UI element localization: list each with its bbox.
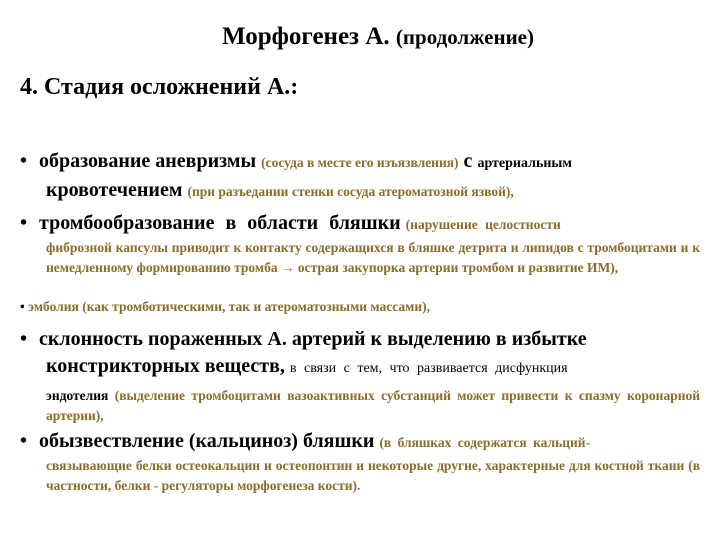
bullet: •	[20, 212, 28, 234]
item4-line2-main: констрикторных веществ,	[46, 355, 285, 377]
item1-line2-main: кровотечением	[46, 179, 183, 201]
item2-note-body: фиброзной капсулы приводит к контакту содержащихся в бляшке детрита и липидов с тромбоцитами и к немедленному формированию тромба → острая закупорка артерии тромбом и развитие ИМ),	[46, 240, 700, 275]
stage-heading: 4. Стадия осложнений А.:	[20, 74, 299, 100]
item1-line2-note: (при разъедании стенки сосуда атероматозной язвой),	[187, 184, 514, 199]
list-item-thrombosis	[20, 210, 700, 278]
item1-tail: артериальным	[477, 156, 572, 171]
list-item-embolism	[20, 297, 700, 317]
item2-note-head: (нарушение целостности	[405, 217, 561, 232]
bullet: •	[20, 299, 25, 314]
list-item-calcification	[20, 428, 700, 496]
title-main: Морфогенез А.	[221, 23, 390, 50]
item1-note-a: (сосуда в месте его изъязвления)	[261, 155, 459, 170]
list-item-constrictors	[20, 326, 700, 426]
item5-main: обызвествление (кальциноз) бляшки	[39, 430, 375, 452]
item1-main-b: с	[463, 150, 473, 172]
item4-line3-note: (выделение тромбоцитами вазоактивных субстанций может привести к спазму коронарной артерии),	[46, 388, 701, 423]
item5-note-body: связывающие белки остеокальцин и остеопонтин и некоторые другие, характерные для костной ткани (в частности, белки - регуляторы морфогенеза кости).	[46, 458, 700, 493]
bullet: •	[20, 150, 28, 172]
bullet: •	[20, 430, 28, 452]
item4-line3-head: эндотелия	[46, 388, 109, 403]
item3-text: эмболия (как тромботическими, так и атероматозными массами),	[28, 299, 431, 314]
title-sub: (продолжение)	[395, 25, 535, 49]
bullet: •	[20, 328, 28, 350]
list-item-aneurysm	[20, 148, 700, 205]
item2-main: тромбообразование в области бляшки	[39, 212, 401, 234]
item4-line2-tail: в связи с тем, что развивается дисфункция	[289, 361, 568, 376]
slide-title	[0, 22, 720, 52]
item5-note-head: (в бляшках содержатся кальций-	[379, 435, 591, 450]
item1-main-a: образование аневризмы	[39, 150, 257, 172]
item4-main: склонность пораженных А. артерий к выделению в избытке	[39, 328, 587, 350]
